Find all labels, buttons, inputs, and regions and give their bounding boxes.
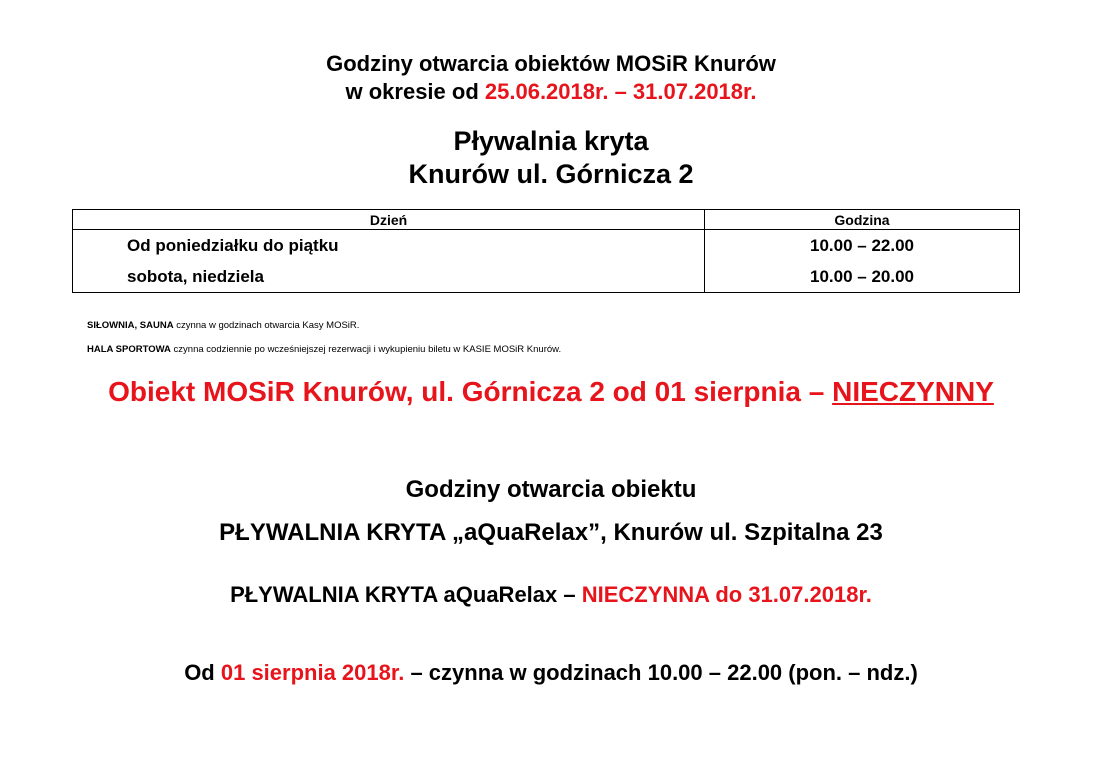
page-title: Godziny otwarcia obiektów MOSiR Knurów — [326, 51, 776, 76]
note-sports-hall — [87, 344, 561, 356]
note-text: czynna codziennie po wcześniejszej rezerwacji i wykupieniu biletu w KASIE MOSiR Knurów. — [170, 344, 562, 355]
hours-table — [72, 209, 1020, 293]
facility2-status-line — [0, 581, 1102, 609]
closed-notice — [0, 374, 1102, 410]
day-cell — [73, 230, 705, 293]
facility2-name: PŁYWALNIA KRYTA „aQuaRelax”, Knurów ul. Szpitalna 23 — [219, 519, 883, 546]
facility2-open-suffix: – czynna w godzinach 10.00 – 22.00 (pon. – ndz.) — [404, 660, 918, 685]
column-header-hour: Godzina — [705, 210, 1020, 230]
facility2-status: NIECZYNNA do 31.07.2018r. — [581, 582, 872, 607]
period-line — [0, 79, 1102, 105]
closed-notice-text: Obiekt MOSiR Knurów, ul. Górnicza 2 od 01 sierpnia – — [108, 376, 833, 407]
day-label: sobota, niedziela — [127, 267, 264, 286]
hour-value: 10.00 – 20.00 — [810, 267, 914, 286]
hours-table-header — [73, 210, 1020, 230]
note-text: czynna w godzinach otwarcia Kasy MOSiR. — [173, 320, 360, 331]
day-label: Od poniedziałku do piątku — [127, 236, 339, 255]
facility1-address: Knurów ul. Górnicza 2 — [408, 159, 694, 189]
period-prefix: w okresie od — [345, 79, 485, 104]
facility2-open-prefix: Od — [184, 660, 221, 685]
table-row — [73, 230, 1020, 293]
hour-value: 10.00 – 22.00 — [810, 236, 914, 255]
facility2-open-line — [0, 659, 1102, 687]
hour-cell — [705, 230, 1020, 293]
period-dates: 25.06.2018r. – 31.07.2018r. — [484, 79, 757, 104]
facility1-name: Pływalnia kryta — [453, 126, 649, 156]
note-title: SIŁOWNIA, SAUNA — [87, 320, 174, 331]
facility2-heading: Godziny otwarcia obiektu — [405, 476, 697, 503]
note-title: HALA SPORTOWA — [87, 344, 171, 355]
closed-status: NIECZYNNY — [832, 376, 994, 407]
note-gym-sauna — [87, 320, 359, 332]
column-header-day: Dzień — [73, 210, 705, 230]
facility2-status-prefix: PŁYWALNIA KRYTA aQuaRelax – — [230, 582, 582, 607]
facility2-open-date: 01 sierpnia 2018r. — [220, 660, 405, 685]
